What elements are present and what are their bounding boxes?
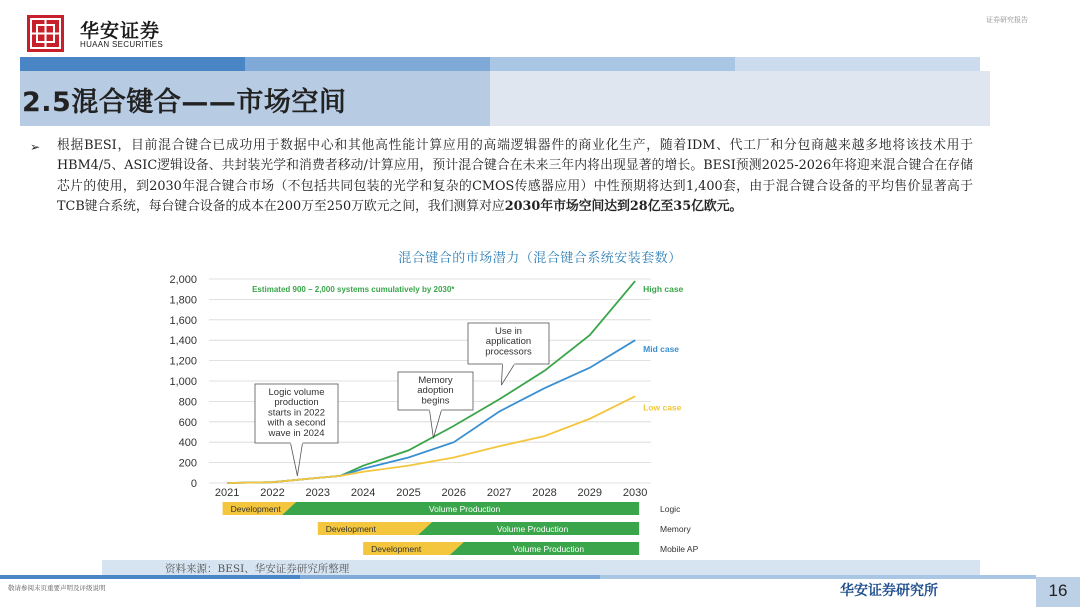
callout-line: application — [485, 336, 532, 348]
footer-disclaimer: 敬请参阅末页重要声明及评级说明 — [8, 584, 106, 592]
logo-english-name: HUAAN SECURITIES — [80, 40, 164, 49]
callout-pointer — [297, 443, 302, 476]
callout-line: adoption — [417, 385, 454, 397]
y-tick-label: 1,600 — [169, 314, 197, 327]
x-tick-label: 2026 — [441, 487, 467, 499]
phase-row-label: Mobile AP — [660, 544, 699, 554]
callout-line: begins — [421, 395, 450, 407]
series-label: Mid case — [643, 344, 680, 355]
x-tick-label: 2025 — [396, 487, 421, 499]
estimate-annotation: Estimated 900 – 2,000 systems cumulatively by 2030* — [252, 285, 455, 295]
footer-band-3 — [600, 575, 1036, 579]
callout-line: production — [274, 397, 319, 409]
phase-bars — [223, 502, 699, 555]
x-tick-label: 2027 — [486, 487, 512, 499]
page-title: 2.5混合键合——市场空间 — [22, 87, 347, 118]
phase-row-label: Logic — [660, 504, 681, 514]
report-tag: 证券研究报告 — [986, 16, 1028, 24]
y-tick-labels — [169, 274, 197, 490]
callout-line: starts in 2022 — [267, 407, 326, 419]
x-tick-label: 2028 — [532, 487, 557, 499]
series-label: High case — [643, 284, 684, 295]
series-label: Low case — [643, 402, 682, 413]
phase-row-memory — [318, 522, 692, 535]
x-tick-label: 2022 — [260, 487, 285, 499]
y-tick-label: 0 — [190, 478, 197, 490]
y-tick-label: 400 — [178, 437, 197, 450]
callout-line: with a second — [267, 417, 326, 429]
callout-logic — [255, 384, 338, 476]
callout-pointer — [501, 364, 502, 385]
callout-line: Use in — [495, 326, 522, 337]
callout-line: processors — [485, 346, 532, 358]
volume-production-label: Volume Production — [428, 504, 501, 514]
x-tick-label: 2023 — [305, 487, 331, 499]
chart-title: 混合键合的市场潜力（混合键合系统安装套数） — [398, 251, 682, 266]
callout-line: Logic volume — [268, 387, 325, 398]
x-tick-label: 2024 — [350, 487, 376, 499]
y-tick-label: 1,000 — [169, 376, 197, 388]
x-tick-label: 2029 — [577, 487, 603, 499]
development-label: Development — [325, 524, 376, 534]
y-tick-label: 600 — [178, 416, 197, 429]
y-tick-label: 200 — [178, 457, 197, 470]
y-tick-label: 1,800 — [169, 294, 197, 307]
phase-row-label: Memory — [660, 524, 691, 534]
callout-pointer — [291, 443, 298, 476]
bullet-arrow-icon: ➢ — [30, 140, 41, 154]
development-label: Development — [371, 544, 422, 554]
footer-band-1 — [0, 575, 300, 579]
logo-chinese-name: 华安证券 — [80, 20, 161, 42]
phase-row-logic — [223, 502, 681, 515]
volume-production-label: Volume Production — [512, 544, 585, 554]
y-tick-label: 1,200 — [169, 355, 197, 368]
page-number: 16 — [1048, 581, 1068, 600]
x-tick-label: 2030 — [622, 487, 648, 499]
callout-line: wave in 2024 — [268, 427, 325, 439]
bullet-text-main: 根据BESI，目前混合键合已成功用于数据中心和其他高性能计算应用的高端逻辑器件的商业化生产，随着IDM、代工厂和分包商越来越多地将该技术用于HBM4/5、ASIC逻辑设备、共封装光学和消费者移动/计算应用，预计混合键合在未来三年内将出现显著的增长。BESI预测2025-2026年将迎来混合键合在存储芯片的使用，到2030年混合键合市场（不包括共同包装的光学和复杂的CMOS传感器应用）中性预期将达到1,400套，由于混合键合设备的平均售价显著高于TCB键合系统，每台键合设备的成本在200万至250万欧元之间，我们测算对应 — [57, 138, 973, 215]
callout-memory — [398, 372, 473, 438]
footer-band-2 — [300, 575, 600, 579]
x-tick-labels — [215, 487, 647, 499]
callout-pointer — [430, 410, 434, 438]
source-text: 资料来源：BESI、华安证券研究所整理 — [165, 563, 350, 575]
callout-line: Memory — [418, 375, 453, 386]
y-tick-label: 1,400 — [169, 335, 197, 348]
development-label: Development — [230, 504, 281, 514]
phase-row-mobile-ap — [363, 542, 698, 555]
chart-annotations — [252, 285, 549, 476]
y-tick-label: 800 — [178, 396, 197, 409]
footer-institute: 华安证券研究所 — [840, 583, 938, 599]
x-tick-label: 2021 — [214, 487, 240, 499]
volume-production-label: Volume Production — [496, 524, 569, 534]
bullet-text-bold: 2030年市场空间达到28亿至35亿欧元。 — [504, 199, 743, 215]
y-tick-label: 2,000 — [169, 274, 197, 286]
callout-pointer — [501, 364, 514, 385]
